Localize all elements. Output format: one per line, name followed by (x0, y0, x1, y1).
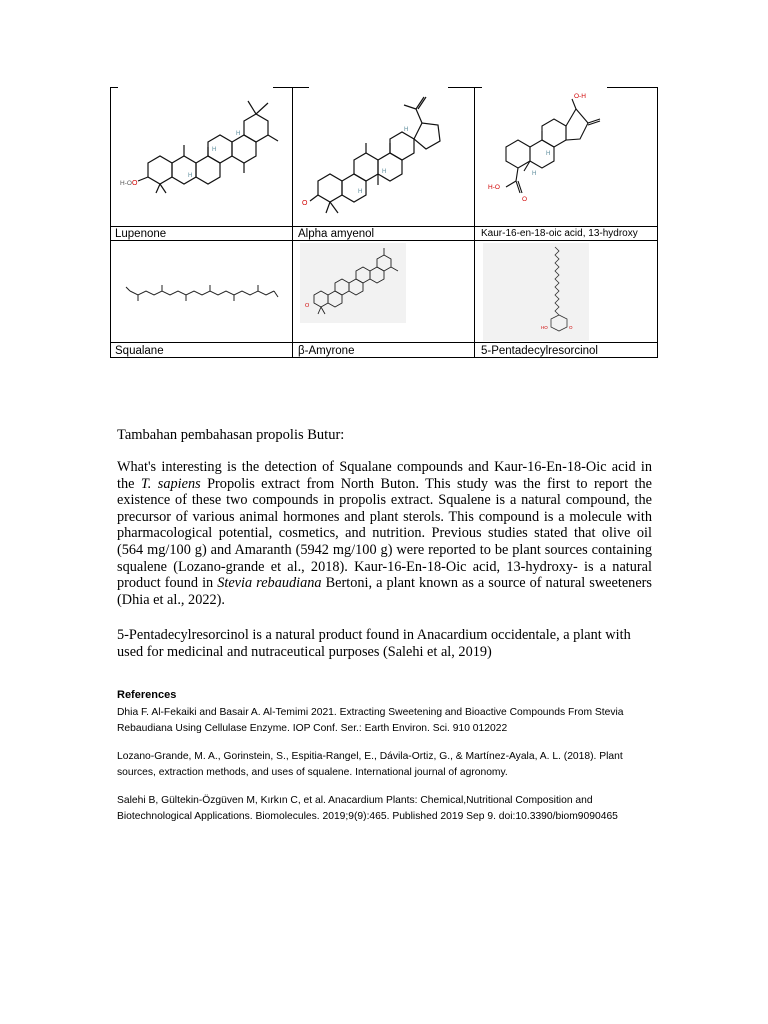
beta-amyrone-structure-icon (300, 243, 406, 323)
svg-text:H: H (358, 189, 363, 195)
compound-name-lupenone: Lupenone (115, 228, 167, 240)
compound-name-beta-amyrone: β-Amyrone (298, 345, 355, 357)
paragraph-squalane-kaurenoic (117, 459, 652, 608)
paragraph1-part-b: Propolis extract from North Buton. This study was the first to report the existence of these two compounds in propolis extract. Squalene is a natural compound, the precursor of various animal hormones and plant sterols. This compound is a molecule with pharmacological potential, cosmetics, and nutrition. Previous studies stated that olive oil (564 mg/100 g) and Amaranth (5942 mg/100 g) were reported to be plant sources containing squalene (Lozano-grande et al., 2018). Kaur-16-En-18-Oic acid, 13-hydroxy- is a natural product found in (117, 475, 652, 592)
lupenone-structure-icon (112, 93, 290, 223)
table-top-segment-3 (448, 87, 482, 88)
kaurenoic-acid-structure-icon (476, 89, 656, 223)
paragraph-pentadecylresorcinol: 5-Pentadecylresorcinol is a natural product found in Anacardium occidentale, a plant with used for medicinal and nutraceutical purposes (Salehi et al, 2019) (117, 627, 631, 660)
svg-text:O-H: O-H (574, 93, 586, 100)
paragraph1-part-a: What's interesting is the detection of Squalane compounds and Kaur-16-En-18-Oic acid in the (117, 459, 652, 492)
svg-text:O: O (132, 180, 138, 187)
compound-name-kaurenoic-acid: Kaur-16-en-18-oic acid, 13-hydroxy (481, 228, 638, 239)
plant-name: Stevia rebaudiana (217, 575, 322, 592)
svg-text:O: O (305, 303, 310, 309)
alpha-amyenol-structure-icon (294, 93, 472, 223)
svg-text:H: H (236, 131, 241, 137)
svg-text:HO: HO (541, 325, 548, 330)
svg-text:H: H (212, 147, 217, 153)
table-top-segment-4 (607, 87, 658, 88)
section-heading: Tambahan pembahasan propolis Butur: (117, 427, 345, 443)
reference-item: Lozano-Grande, M. A., Gorinstein, S., Espitia-Rangel, E., Dávila-Ortiz, G., & Martínez-Ayala, A. L. (2018). Plant sources, extraction methods, and uses of squalene. International journal of agronomy. (117, 751, 623, 778)
svg-text:H-O: H-O (488, 184, 500, 191)
svg-text:H-O: H-O (120, 180, 132, 187)
squalane-structure-icon (112, 247, 290, 339)
compound-table (110, 87, 658, 358)
svg-text:H: H (188, 173, 193, 179)
table-divider-col2 (474, 87, 475, 358)
svg-text:H: H (546, 151, 551, 157)
reference-item: Salehi B, Gültekin-Özgüven M, Kırkın C, et al. Anacardium Plants: Chemical,Nutritional Composition and Biotechnological Applications. Biomolecules. 2019;9(9):465. Published 2019 Sep 9. doi:10.3390/biom9090465 (117, 795, 618, 822)
table-border-right (657, 87, 658, 358)
paragraph1-part-c: Bertoni, a plant known as a source of natural sweeteners (Dhia et al., 2022). (117, 575, 652, 608)
compound-name-squalane: Squalane (115, 345, 164, 357)
table-top-segment-1 (110, 87, 118, 88)
svg-text:O: O (522, 196, 528, 203)
table-row2-caption-top (110, 342, 658, 343)
references-title: References (117, 689, 177, 701)
svg-text:H: H (382, 169, 387, 175)
svg-text:O: O (302, 200, 308, 207)
compound-name-alpha-amyenol: Alpha amyenol (298, 228, 375, 240)
reference-item: Dhia F. Al-Fekaiki and Basair A. Al-Temimi 2021. Extracting Sweetening and Bioactive Compounds From Stevia Rebaudiana Using Cellulase Enzyme. IOP Conf. Ser.: Earth Environ. Sci. 910 012022 (117, 707, 624, 734)
table-divider-col1 (292, 87, 293, 358)
svg-text:H: H (532, 171, 537, 177)
svg-text:O: O (569, 325, 573, 330)
svg-text:H: H (404, 127, 409, 133)
species-name: T. sapiens (140, 475, 201, 492)
table-border-left (110, 87, 111, 358)
pentadecylresorcinol-structure-icon (483, 243, 589, 341)
table-top-segment-2 (273, 87, 309, 88)
compound-name-pentadecylresorcinol: 5-Pentadecylresorcinol (481, 345, 598, 357)
